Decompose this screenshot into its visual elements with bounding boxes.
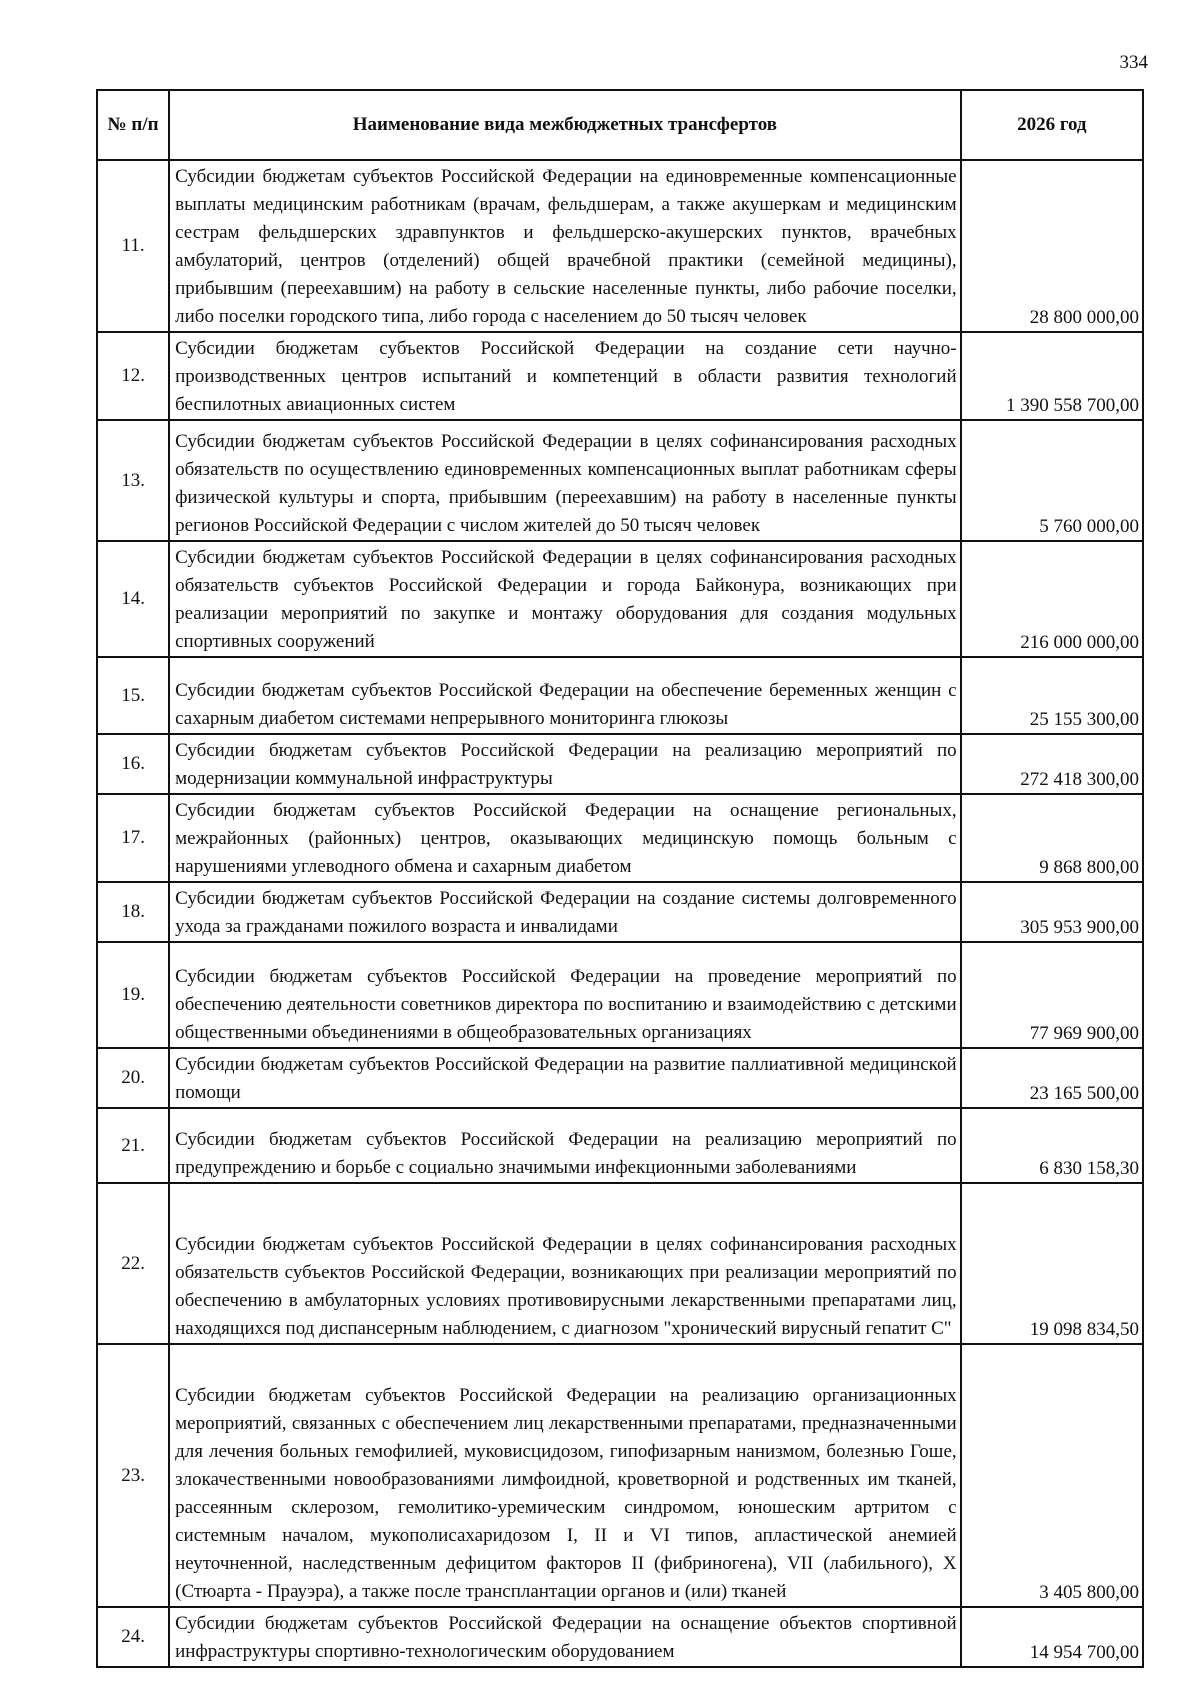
transfer-amount: 23 165 500,00 — [961, 1048, 1143, 1108]
row-number: 20. — [97, 1048, 169, 1108]
row-number: 24. — [97, 1607, 169, 1667]
transfer-amount: 28 800 000,00 — [961, 160, 1143, 332]
transfer-name: Субсидии бюджетам субъектов Российской Федерации на создание системы долговременного ухода за гражданами пожилого возраста и инвалидами — [169, 882, 961, 942]
row-number: 16. — [97, 734, 169, 794]
table-row — [97, 794, 1143, 882]
table-row — [97, 734, 1143, 794]
transfer-name: Субсидии бюджетам субъектов Российской Федерации на реализацию мероприятий по модернизации коммунальной инфраструктуры — [169, 734, 961, 794]
transfer-amount: 19 098 834,50 — [961, 1183, 1143, 1344]
transfer-name: Субсидии бюджетам субъектов Российской Федерации на оснащение региональных, межрайонных (районных) центров, оказывающих медицинскую помощь больным с нарушениями углеводного обмена и сахарным диабетом — [169, 794, 961, 882]
transfer-name: Субсидии бюджетам субъектов Российской Федерации на создание сети научно-производственных центров испытаний и компетенций в области развития технологий беспилотных авиационных систем — [169, 332, 961, 420]
transfer-amount: 305 953 900,00 — [961, 882, 1143, 942]
row-number: 12. — [97, 332, 169, 420]
row-number: 19. — [97, 942, 169, 1048]
row-number: 17. — [97, 794, 169, 882]
header-transfer-name: Наименование вида межбюджетных трансфертов — [169, 90, 961, 160]
page-number: 334 — [1119, 52, 1148, 73]
transfers-table — [96, 89, 1144, 1668]
row-number: 22. — [97, 1183, 169, 1344]
row-number: 11. — [97, 160, 169, 332]
table-row — [97, 882, 1143, 942]
transfer-name: Субсидии бюджетам субъектов Российской Федерации в целях софинансирования расходных обязательств субъектов Российской Федерации, возникающих при реализации мероприятий по обеспечению в амбулаторных условиях противовирусными лекарственными препаратами лиц, находящихся под диспансерным наблюдением, с диагнозом "хронический вирусный гепатит С" — [169, 1183, 961, 1344]
row-number: 14. — [97, 541, 169, 657]
row-number: 23. — [97, 1344, 169, 1607]
table-row — [97, 1048, 1143, 1108]
transfer-name: Субсидии бюджетам субъектов Российской Федерации в целях софинансирования расходных обязательств по осуществлению единовременных компенсационных выплат работникам сферы физической культуры и спорта, прибывшим (переехавшим) на работу в населенные пункты регионов Российской Федерации с числом жителей до 50 тысяч человек — [169, 420, 961, 541]
transfer-amount: 3 405 800,00 — [961, 1344, 1143, 1607]
table-row — [97, 1108, 1143, 1183]
transfer-amount: 1 390 558 700,00 — [961, 332, 1143, 420]
transfer-name: Субсидии бюджетам субъектов Российской Федерации на обеспечение беременных женщин с сахарным диабетом системами непрерывного мониторинга глюкозы — [169, 657, 961, 734]
transfer-amount: 9 868 800,00 — [961, 794, 1143, 882]
transfer-name: Субсидии бюджетам субъектов Российской Федерации на реализацию мероприятий по предупреждению и борьбе с социально значимыми инфекционными заболеваниями — [169, 1108, 961, 1183]
transfer-amount: 5 760 000,00 — [961, 420, 1143, 541]
transfer-name: Субсидии бюджетам субъектов Российской Федерации на проведение мероприятий по обеспечению деятельности советников директора по воспитанию и взаимодействию с детскими общественными объединениями в общеобразовательных организациях — [169, 942, 961, 1048]
transfer-name: Субсидии бюджетам субъектов Российской Федерации на развитие паллиативной медицинской помощи — [169, 1048, 961, 1108]
transfer-amount: 272 418 300,00 — [961, 734, 1143, 794]
table-row — [97, 1183, 1143, 1344]
transfer-name: Субсидии бюджетам субъектов Российской Федерации на единовременные компенсационные выплаты медицинским работникам (врачам, фельдшерам, а также акушеркам и медицинским сестрам фельдшерских здравпунктов и фельдшерско-акушерских пунктов, врачебных амбулаторий, центров (отделений) общей врачебной практики (семейной медицины), прибывшим (переехавшим) на работу в сельские населенные пункты, либо рабочие поселки, либо поселки городского типа, либо города с населением до 50 тысяч человек — [169, 160, 961, 332]
row-number: 13. — [97, 420, 169, 541]
table-row — [97, 420, 1143, 541]
row-number: 18. — [97, 882, 169, 942]
transfer-amount: 14 954 700,00 — [961, 1607, 1143, 1667]
transfer-amount: 216 000 000,00 — [961, 541, 1143, 657]
table-row — [97, 657, 1143, 734]
transfer-amount: 6 830 158,30 — [961, 1108, 1143, 1183]
table-row — [97, 541, 1143, 657]
table-row — [97, 160, 1143, 332]
transfer-name: Субсидии бюджетам субъектов Российской Федерации на оснащение объектов спортивной инфраструктуры спортивно-технологическим оборудованием — [169, 1607, 961, 1667]
table-row — [97, 1344, 1143, 1607]
header-year: 2026 год — [961, 90, 1143, 160]
row-number: 21. — [97, 1108, 169, 1183]
transfer-name: Субсидии бюджетам субъектов Российской Федерации на реализацию организационных мероприятий, связанных с обеспечением лиц лекарственными препаратами, предназначенными для лечения больных гемофилией, муковисцидозом, гипофизарным нанизмом, болезнью Гоше, злокачественными новообразованиями лимфоидной, кроветворной и родственных им тканей, рассеянным склерозом, гемолитико-уремическим синдромом, юношеским артритом с системным началом, мукополисахаридозом I, II и VI типов, апластической анемией неуточненной, наследственным дефицитом факторов II (фибриногена), VII (лабильного), X (Стюарта - Прауэра), а также после трансплантации органов и (или) тканей — [169, 1344, 961, 1607]
table-header-row — [97, 90, 1143, 160]
transfer-amount: 77 969 900,00 — [961, 942, 1143, 1048]
header-number: № п/п — [97, 90, 169, 160]
table-row — [97, 1607, 1143, 1667]
table-row — [97, 332, 1143, 420]
row-number: 15. — [97, 657, 169, 734]
transfer-amount: 25 155 300,00 — [961, 657, 1143, 734]
transfer-name: Субсидии бюджетам субъектов Российской Федерации в целях софинансирования расходных обязательств субъектов Российской Федерации и города Байконура, возникающих при реализации мероприятий по закупке и монтажу оборудования для создания модульных спортивных сооружений — [169, 541, 961, 657]
table-row — [97, 942, 1143, 1048]
